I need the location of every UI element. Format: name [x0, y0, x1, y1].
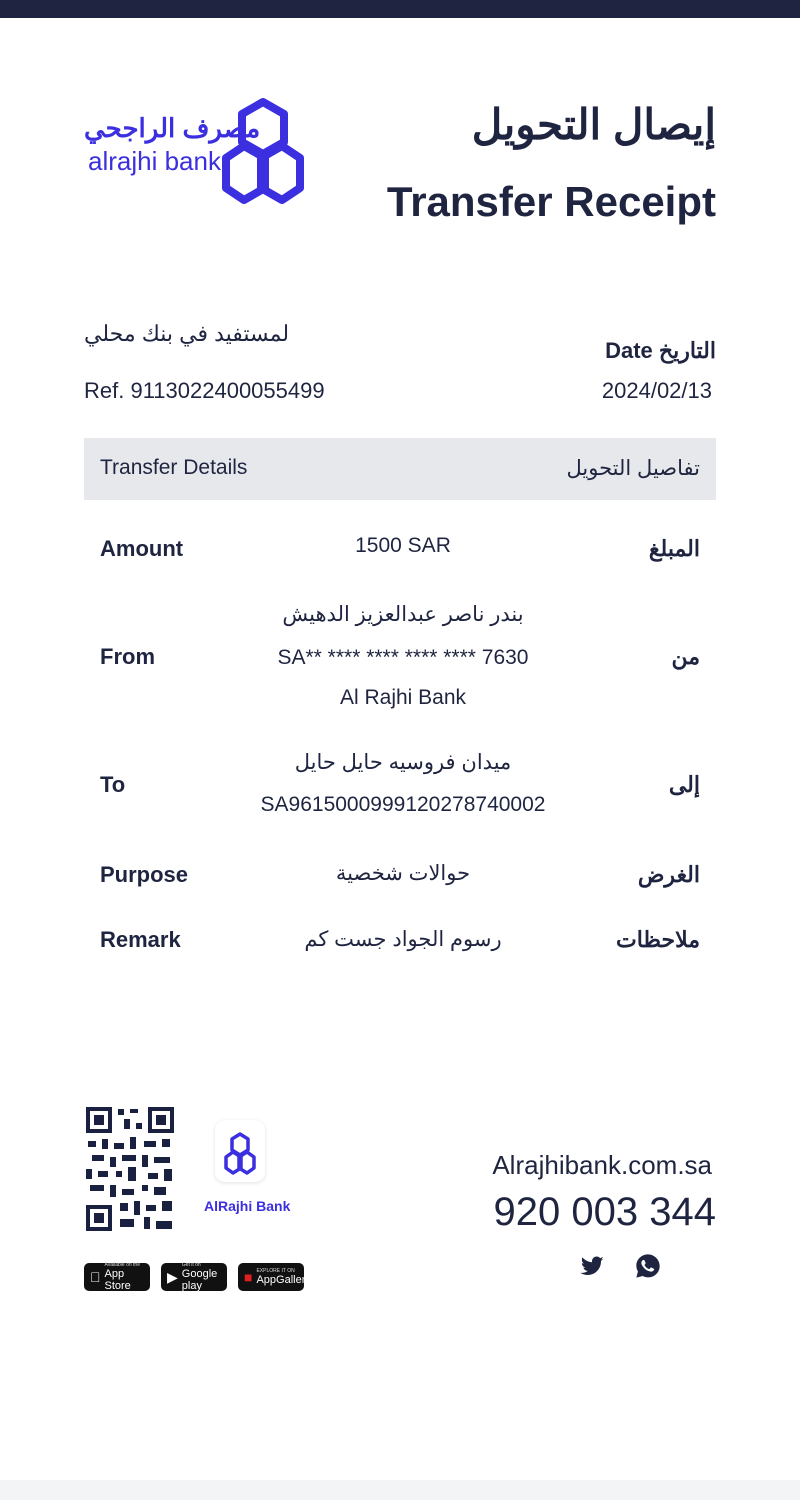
apple-icon — [90, 1269, 101, 1285]
details-header-ar: تفاصيل التحويل — [566, 457, 700, 480]
alrajhi-logo-icon — [222, 96, 304, 214]
amount-value: 1500 SAR — [355, 534, 451, 557]
title-ar: إيصال التحويل — [471, 101, 716, 148]
title-en: Transfer Receipt — [386, 178, 716, 225]
purpose-label-ar: الغرض — [637, 862, 700, 887]
purpose-label-en: Purpose — [100, 862, 189, 887]
to-label-ar: إلى — [668, 772, 700, 797]
whatsapp-icon[interactable] — [634, 1252, 662, 1280]
details-header-en: Transfer Details — [100, 456, 248, 479]
from-label-en: From — [100, 644, 155, 669]
date-value: 2024/02/13 — [601, 378, 712, 403]
phone-number[interactable]: 920 003 344 — [493, 1190, 716, 1234]
receipt-page — [0, 18, 800, 1480]
date-label: التاريخ Date — [605, 338, 716, 363]
brand-name-en: alrajhi bank — [88, 146, 221, 176]
top-bar — [0, 0, 800, 18]
to-iban: SA9615000999120278740002 — [260, 793, 546, 816]
from-bank: Al Rajhi Bank — [339, 686, 467, 709]
beneficiary-type: لمستفيد في بنك محلي — [84, 321, 290, 346]
remark-label-ar: ملاحظات — [616, 927, 700, 952]
from-label-ar: من — [671, 644, 700, 669]
app-store-badge[interactable]: Available on the App Store — [84, 1263, 150, 1291]
to-name: ميدان فروسيه حايل حايل — [294, 751, 512, 774]
purpose-value: حوالات شخصية — [335, 862, 471, 885]
qr-code-icon — [84, 1105, 176, 1233]
remark-label-en: Remark — [100, 927, 181, 952]
app-icon[interactable] — [215, 1120, 265, 1182]
app-gallery-badge[interactable]: ■ EXPLORE IT ON AppGallery — [238, 1263, 304, 1291]
brand-name-ar: مصرف الراجحي — [84, 113, 261, 143]
google-play-icon: ▶ — [167, 1268, 178, 1285]
from-name: بندر ناصر عبدالعزيز الدهيش — [282, 603, 524, 626]
twitter-icon[interactable] — [578, 1252, 606, 1280]
remark-value: رسوم الجواد جست كم — [304, 928, 502, 951]
reference-number: Ref. 9113022400055499 — [84, 378, 325, 403]
amount-label-en: Amount — [100, 536, 184, 561]
google-play-badge[interactable]: ▶ Get it on Google play — [161, 1263, 227, 1291]
amount-label-ar: المبلغ — [648, 536, 700, 561]
app-label: AlRajhi Bank — [204, 1198, 291, 1214]
website-link[interactable]: Alrajhibank.com.sa — [492, 1150, 712, 1180]
to-label-en: To — [100, 772, 126, 797]
alrajhi-app-icon — [215, 1120, 265, 1182]
huawei-icon: ■ — [244, 1269, 253, 1285]
from-account: SA** **** **** **** **** 7630 — [277, 646, 529, 669]
